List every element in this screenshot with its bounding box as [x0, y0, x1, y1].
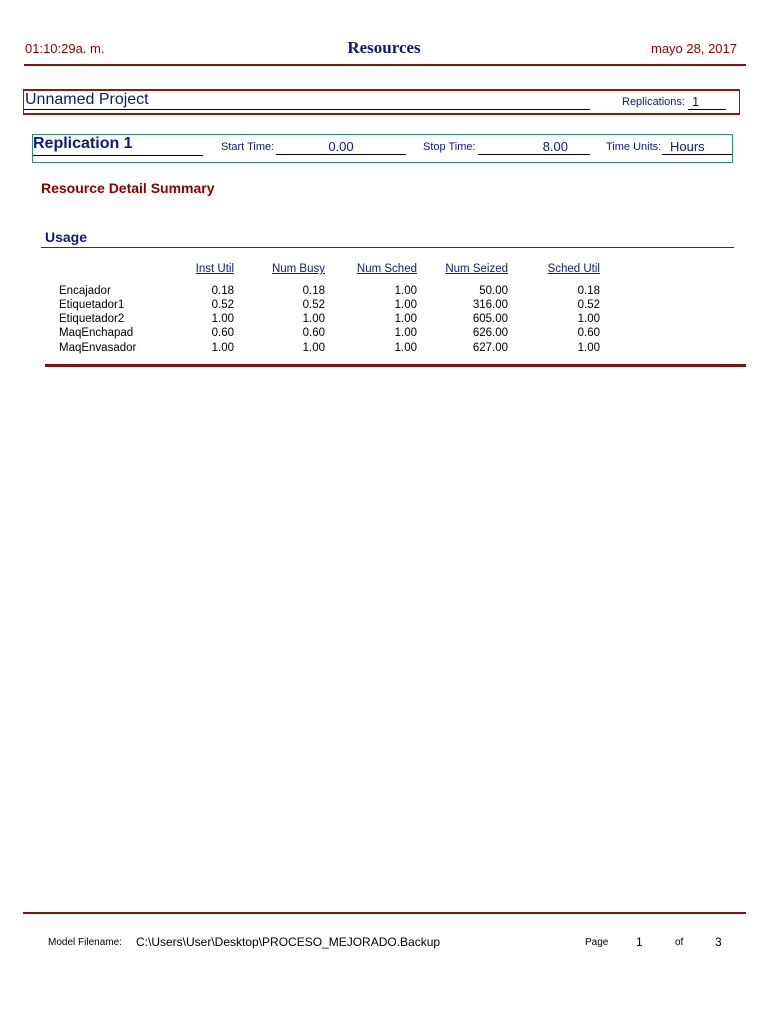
- replication-name-underline: [33, 155, 203, 156]
- num-busy-cell: 0.52: [302, 299, 325, 311]
- page-total: 3: [715, 935, 722, 949]
- col-header-num-sched: Num Sched: [356, 263, 417, 275]
- num-seized-cell: 50.00: [479, 285, 508, 297]
- page-of-label: of: [675, 937, 684, 948]
- col-header-inst-util: Inst Util: [195, 263, 234, 275]
- replication-name: Replication 1: [33, 135, 133, 152]
- usage-end-divider: [45, 364, 746, 367]
- col-header-sched-util: Sched Util: [547, 263, 600, 275]
- resource-name: MaqEnchapad: [59, 327, 134, 339]
- col-header-num-busy: Num Busy: [271, 263, 325, 275]
- stop-time-label: Stop Time:: [423, 141, 476, 153]
- stop-time-value: 8.00: [542, 139, 568, 154]
- sched-util-cell: 0.60: [577, 327, 600, 339]
- report-title: Resources: [347, 38, 421, 57]
- resource-name: Etiquetador2: [59, 313, 125, 325]
- num-sched-cell: 1.00: [394, 285, 417, 297]
- usage-title: Usage: [45, 229, 88, 245]
- usage-divider: [41, 247, 734, 248]
- header-divider: [24, 64, 746, 66]
- report-date: mayo 28, 2017: [650, 41, 737, 56]
- num-sched-cell: 1.00: [394, 299, 417, 311]
- page-label: Page: [585, 937, 609, 948]
- inst-util-cell: 0.18: [211, 285, 234, 297]
- num-sched-cell: 1.00: [394, 313, 417, 325]
- sched-util-cell: 1.00: [577, 342, 600, 354]
- resource-name: MaqEnvasador: [59, 342, 137, 354]
- section-title: Resource Detail Summary: [41, 180, 215, 196]
- col-header-num-seized: Num Seized: [445, 263, 508, 275]
- num-busy-cell: 1.00: [302, 313, 325, 325]
- num-busy-cell: 0.18: [302, 285, 325, 297]
- inst-util-cell: 0.60: [211, 327, 234, 339]
- sched-util-cell: 1.00: [577, 313, 600, 325]
- num-seized-cell: 627.00: [472, 342, 508, 354]
- inst-util-cell: 0.52: [211, 299, 234, 311]
- project-name-underline: [24, 109, 590, 110]
- time-units-label: Time Units:: [606, 141, 662, 153]
- start-time-label: Start Time:: [221, 141, 275, 153]
- replications-label: Replications:: [622, 96, 685, 108]
- project-name: Unnamed Project: [25, 91, 149, 108]
- sched-util-cell: 0.18: [577, 285, 600, 297]
- stop-time-field: [478, 139, 590, 155]
- time-units-value: Hours: [662, 139, 732, 155]
- resource-name: Encajador: [59, 285, 111, 297]
- num-busy-cell: 0.60: [302, 327, 325, 339]
- sched-util-cell: 0.52: [577, 299, 600, 311]
- num-seized-cell: 316.00: [472, 299, 508, 311]
- inst-util-cell: 1.00: [211, 342, 234, 354]
- model-filename-label: Model Filename:: [48, 937, 122, 948]
- start-time-value: 0.00: [276, 139, 406, 155]
- replications-value: 1: [688, 94, 726, 110]
- num-seized-cell: 605.00: [472, 313, 508, 325]
- num-sched-cell: 1.00: [394, 342, 417, 354]
- inst-util-cell: 1.00: [211, 313, 234, 325]
- page-number: 1: [636, 935, 643, 949]
- num-busy-cell: 1.00: [302, 342, 325, 354]
- footer-divider: [23, 912, 746, 914]
- resource-name: Etiquetador1: [59, 299, 125, 311]
- num-sched-cell: 1.00: [394, 327, 417, 339]
- num-seized-cell: 626.00: [472, 327, 508, 339]
- report-time: 01:10:29a. m.: [25, 41, 105, 56]
- model-filename-value: C:\Users\User\Desktop\PROCESO_MEJORADO.Backup: [136, 935, 441, 949]
